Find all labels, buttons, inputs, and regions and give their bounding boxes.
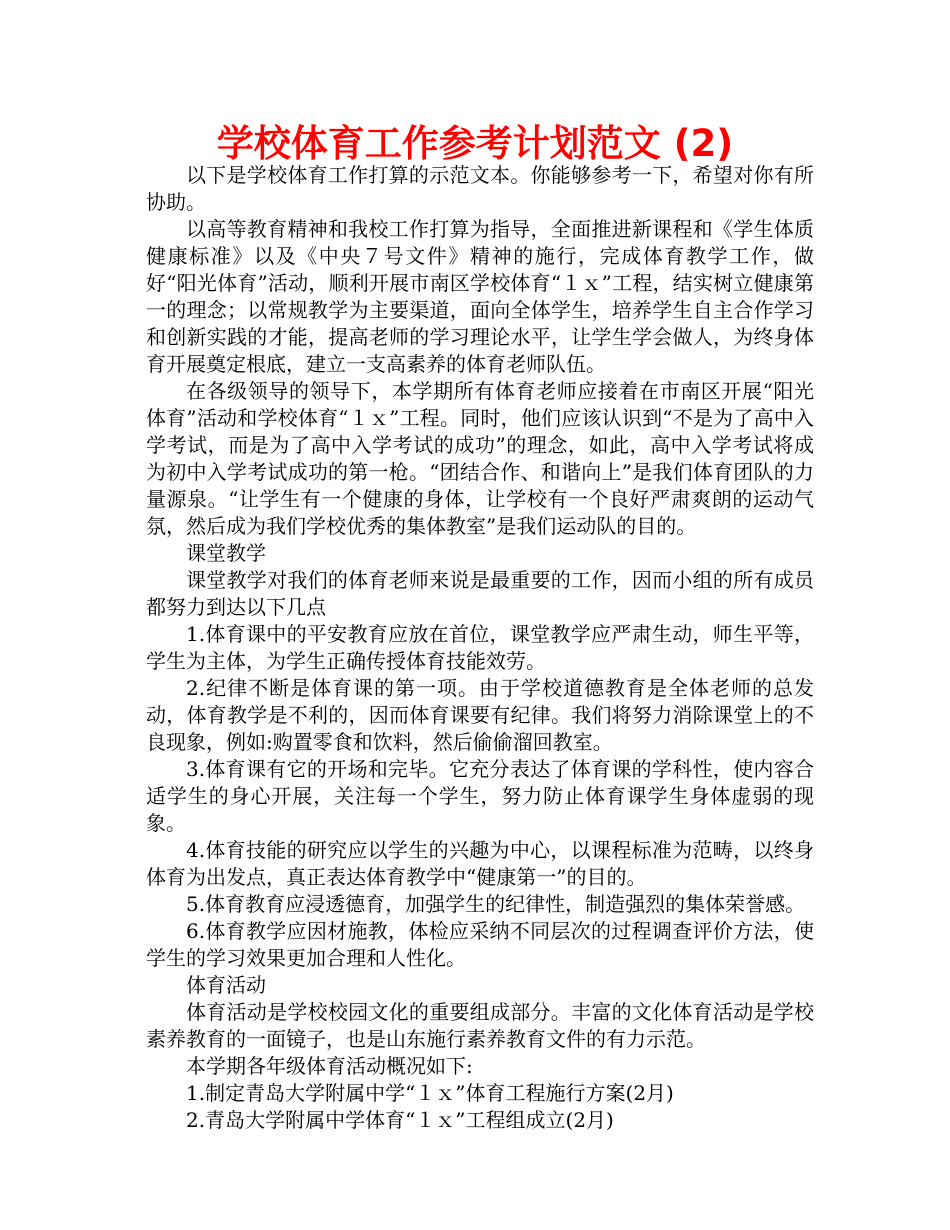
paragraph-activities-overview: 本学期各年级体育活动概况如下:	[186, 1054, 473, 1078]
list-item-activity-1: 1.制定青岛大学附属中学“１ｘ”体育工程施行方案(2月)	[186, 1081, 674, 1105]
list-item-classroom-4: 4.体育技能的研究应以学生的兴趣为中心，以课程标准为范畴，以终身体育为出发点，真正表达体育教学中“健康第一”的目的。	[146, 838, 814, 889]
list-item-classroom-2: 2.纪律不断是体育课的第一项。由于学校道德教育是全体老师的总发动，体育教学是不利的，因而体育课要有纪律。我们将努力消除课堂上的不良现象，例如:购置零食和饮料，然后偷偷溜回教室。	[146, 676, 814, 754]
paragraph-intro: 以下是学校体育工作打算的示范文本。你能够参考一下，希望对你有所协助。	[146, 163, 814, 214]
document-body	[146, 162, 814, 1134]
section-heading-sports-activities: 体育活动	[186, 973, 266, 997]
list-item-classroom-6: 6.体育教学应因材施教，体检应采纳不同层次的过程调查评价方法，使学生的学习效果更加合理和人性化。	[146, 919, 814, 970]
paragraph-semester-goals: 在各级领导的领导下，本学期所有体育老师应接着在市南区开展“阳光体育”活动和学校体育“１ｘ”工程。同时，他们应该认识到“不是为了高中入学考试，而是为了高中入学考试的成功”的理念，如此，高中入学考试将成为初中入学考试成功的第一枪。“团结合作、和谐向上”是我们体育团队的力量源泉。“让学生有一个健康的身体，让学校有一个良好严肃爽朗的运动气氛，然后成为我们学校优秀的集体教室”是我们运动队的目的。	[146, 379, 814, 538]
paragraph-guiding-principle: 以高等教育精神和我校工作打算为指导，全面推进新课程和《学生体质健康标准》以及《中央７号文件》精神的施行，完成体育教学工作，做好“阳光体育”活动，顺利开展市南区学校体育“１ｘ”工程，结实树立健康第一的理念；以常规教学为主要渠道，面向全体学生，培养学生自主合作学习和创新实践的才能，提高老师的学习理论水平，让学生学会做人，为终身体育开展奠定根底，建立一支高素养的体育老师队伍。	[146, 217, 814, 376]
list-item-classroom-5: 5.体育教育应浸透德育，加强学生的纪律性，制造强烈的集体荣誉感。	[186, 892, 806, 916]
paragraph-classroom-intro: 课堂教学对我们的体育老师来说是最重要的工作，因而小组的所有成员都努力到达以下几点	[146, 568, 814, 619]
list-item-classroom-3: 3.体育课有它的开场和完毕。它充分表达了体育课的学科性，使内容合适学生的身心开展，关注每一个学生，努力防止体育课学生身体虚弱的现象。	[146, 757, 814, 835]
list-item-classroom-1: 1.体育课中的平安教育应放在首位，课堂教学应严肃生动，师生平等，学生为主体，为学生正确传授体育技能效劳。	[146, 622, 814, 673]
paragraph-activities-intro: 体育活动是学校校园文化的重要组成部分。丰富的文化体育活动是学校素养教育的一面镜子，也是山东施行素养教育文件的有力示范。	[146, 1000, 814, 1051]
document-title: 学校体育工作参考计划范文 (2)	[216, 122, 734, 165]
list-item-activity-2: 2.青岛大学附属中学体育“１ｘ”工程组成立(2月)	[186, 1108, 614, 1132]
section-heading-classroom-teaching: 课堂教学	[186, 541, 266, 565]
